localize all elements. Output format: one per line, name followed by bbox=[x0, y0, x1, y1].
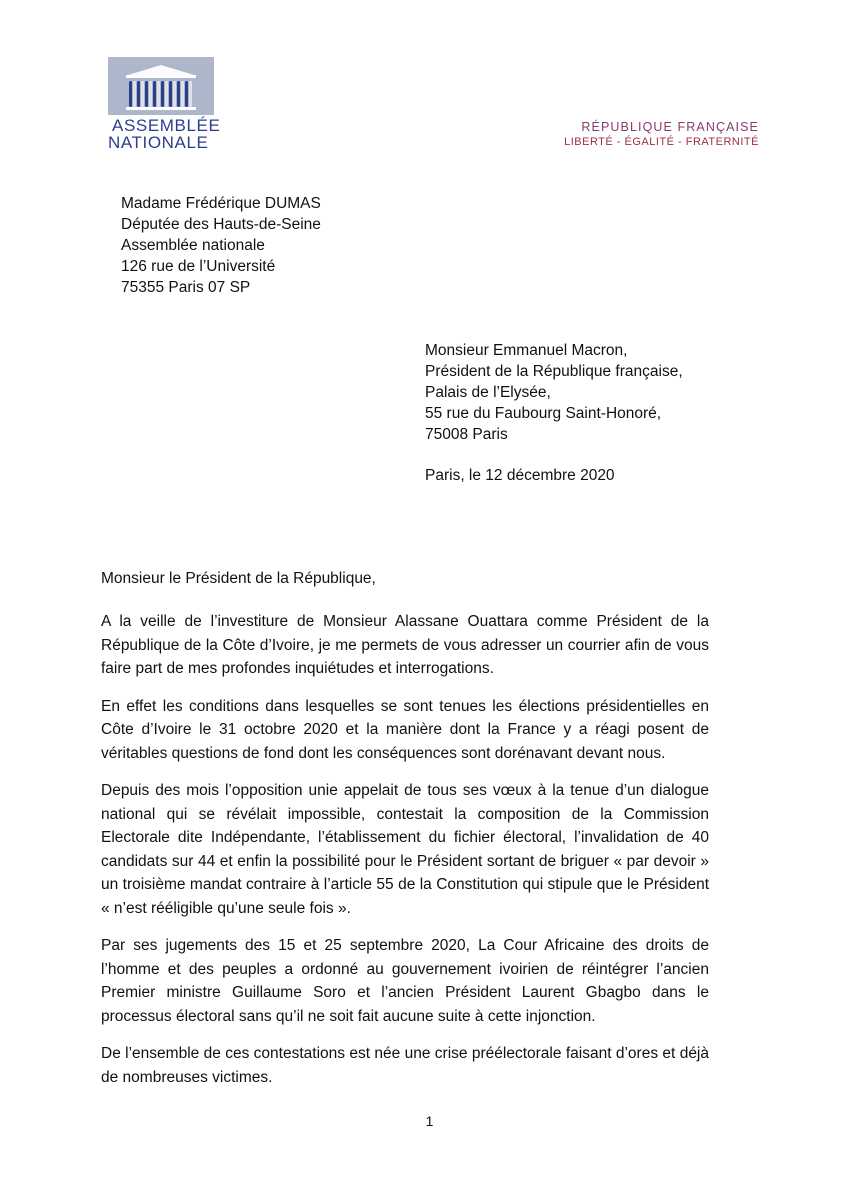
sender-address bbox=[121, 193, 321, 298]
page-number: 1 bbox=[425, 1113, 434, 1129]
logo-line-1: ASSEMBLÉE bbox=[112, 116, 221, 135]
recipient-place: Palais de l’Elysée, bbox=[425, 384, 551, 401]
paragraph: Par ses jugements des 15 et 25 septembre 2020, La Cour Africaine des droits de l’homme et des peuples a ordonné au gouvernement ivoirien de réintégrer l’ancien Premier ministre Guillaume Soro et l’ancien Président Laurent Gbagbo dans le processus électoral sans qu’il ne soit fait aucune suite à cette injonction. bbox=[101, 937, 709, 1025]
sender-role: Députée des Hauts-de-Seine bbox=[121, 216, 321, 233]
recipient-city: 75008 Paris bbox=[425, 426, 508, 443]
hemicycle-icon bbox=[108, 57, 214, 115]
republique-francaise-header bbox=[564, 120, 759, 149]
republic-motto: LIBERTÉ - ÉGALITÉ - FRATERNITÉ bbox=[564, 136, 759, 148]
recipient-street: 55 rue du Faubourg Saint-Honoré, bbox=[425, 405, 662, 422]
letter-body bbox=[101, 610, 709, 1103]
sender-name: Madame Frédérique DUMAS bbox=[121, 195, 321, 212]
recipient-address bbox=[425, 340, 683, 445]
assemblee-nationale-logo bbox=[108, 57, 221, 152]
letter-date: Paris, le 12 décembre 2020 bbox=[425, 467, 615, 484]
logo-line-2: NATIONALE bbox=[108, 133, 209, 152]
paragraph: Depuis des mois l’opposition unie appelait de tous ses vœux à la tenue d’un dialogue national qui se révélait impossible, contestait la composition de la Commission Electorale dite Indépendante, l’établissement du fichier électoral, l’invalidation de 40 candidats sur 44 et enfin la possibilité pour le Président sortant de briguer « par devoir » un troisième mandat contraire à l’article 55 de la Constitution qui stipule que le Président « n’est rééligible qu’une seule fois ». bbox=[101, 782, 709, 917]
sender-city: 75355 Paris 07 SP bbox=[121, 279, 251, 296]
paragraph: A la veille de l’investiture de Monsieur Alassane Ouattara comme Président de la République de la Côte d’Ivoire, je me permets de vous adresser un courrier afin de vous faire part de mes profondes inquiétudes et interrogations. bbox=[101, 613, 709, 677]
paragraph: De l’ensemble de ces contestations est née une crise préélectorale faisant d’ores et déjà de nombreuses victimes. bbox=[101, 1045, 709, 1086]
sender-street: 126 rue de l’Université bbox=[121, 258, 276, 275]
recipient-name: Monsieur Emmanuel Macron, bbox=[425, 342, 628, 359]
salutation: Monsieur le Président de la République, bbox=[101, 570, 376, 587]
paragraph: En effet les conditions dans lesquelles se sont tenues les élections présidentielles en Côte d’Ivoire le 31 octobre 2020 et la manière dont la France y a réagi posent de véritables questions de fond dont les conséquences sont dorénavant devant nous. bbox=[101, 697, 709, 762]
recipient-role: Président de la République française, bbox=[425, 363, 683, 380]
sender-institution: Assemblée nationale bbox=[121, 237, 265, 254]
logo-text bbox=[108, 116, 221, 152]
republic-title: RÉPUBLIQUE FRANÇAISE bbox=[581, 120, 759, 134]
